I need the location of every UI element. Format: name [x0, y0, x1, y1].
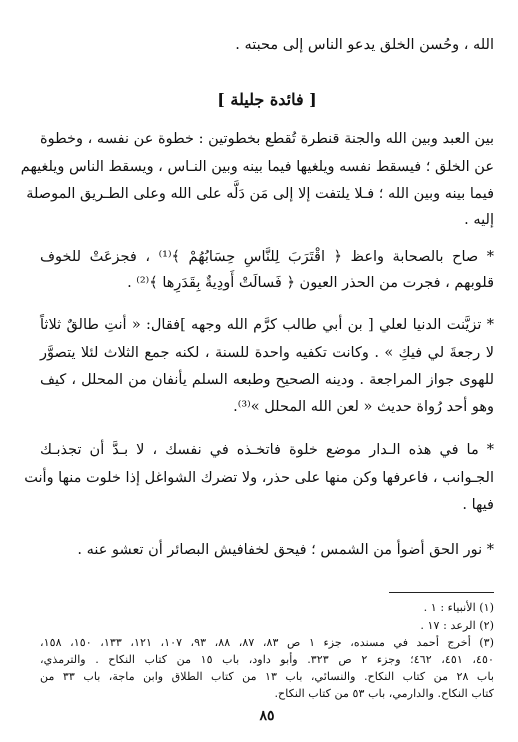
text-line: قلوبهم ، فجرت من الحذر العيون ﴿ فَسالَتْ أَودِيةٌ بِقَدَرِها ﴾⁽²⁾ . [127, 275, 494, 291]
text-line: الجـوانب ، فاعرفها وكن منها على حذر، ولا تضرك الشواغل إذا خلوت منها وأنت [24, 470, 494, 486]
footnote-separator [389, 592, 494, 593]
footnote: (٣) أخرج أحمد في مسنده، جزء ١ ص ٨٣، ٨٧، ٨٨، ٩٣، ١٠٧، ١٢١، ١٣٣، ١٥٠، ١٥٨، [40, 636, 495, 649]
text-line: * نور الحق أضوأ من الشمس ؛ فيحق لخفافيش البصائر أن تعشو عنه . [77, 542, 494, 558]
text-line: فيما بينه وبين الله ؛ فـلا يلتفت إلا إلى مَن دَلَّه على الله وعلى الطـريق الموصلة [26, 186, 494, 202]
text-line: * ما في هذه الـدار موضع خلوة فاتخـذه في نفسك ، لا بـدَّ أن تجذبـك [40, 442, 494, 458]
text-line: عن الخلق ؛ فيسقط نفسه ويلغيها فيما بينه وبين النـاس ، ويسقط الناس ويلغيهم [20, 159, 494, 175]
text-line: إليه . [464, 212, 494, 228]
text-line: لا رجعةَ لي فيكِ » . وكانت تكفيه واحدة للسنة ، لكنه جمع الثلاث لئلا يتصوَّر [40, 345, 494, 361]
footnote: كتاب النكاح. والدارمي، باب ٥٣ من كتاب النكاح. [274, 687, 494, 700]
section-heading: [ فائدة جليلة ] [217, 90, 317, 109]
footnote: ٤٥٠، ٤٥١، ٤٦٢؛ وجزء ٢ ص ٣٢٣. وأبو داود، باب ١٥ من كتاب النكاح . والترمذي، [40, 653, 495, 666]
text-line: الله ، وحُسن الخلق يدعو الناس إلى محبته . [235, 37, 494, 53]
text-line: * تزيَّنت الدنيا لعلي [ بن أبي طالب كرَّم الله وجهه ]فقال: « أنتِ طالقٌ ثلاثاً [40, 317, 494, 333]
page-number: ٨٥ [259, 708, 275, 724]
footnote: (١) الأنبياء : ١ . [423, 601, 494, 614]
text-line: * صاح بالصحابة واعظ ﴿ اقْتَرَبَ لِلنَّاسِ حِسَابُهُمْ ﴾⁽¹⁾ ، فجزعَتْ للخوف [40, 249, 494, 265]
text-line: للهوى جواز المراجعة . ودينه الصحيح وطبعه السلم يأنفان من المحلل ، كيف [40, 372, 494, 388]
book-page [20, 0, 495, 742]
footnote: باب ٢٨ من كتاب النكاح. والنسائي، باب ١٣ من كتاب الطلاق وابن ماجة، باب ٣٣ من [40, 670, 494, 683]
text-line: بين العبد وبين الله والجنة قنطرة تُقطع بخطوتين : خطوة عن نفسه ، وخطوة [40, 131, 494, 147]
text-line: وهو أحد رُواة حديث « لعن الله المحلل »⁽³⁾. [233, 399, 494, 415]
footnote: (٢) الرعد : ١٧ . [420, 619, 494, 632]
text-line: فيها . [462, 497, 494, 513]
